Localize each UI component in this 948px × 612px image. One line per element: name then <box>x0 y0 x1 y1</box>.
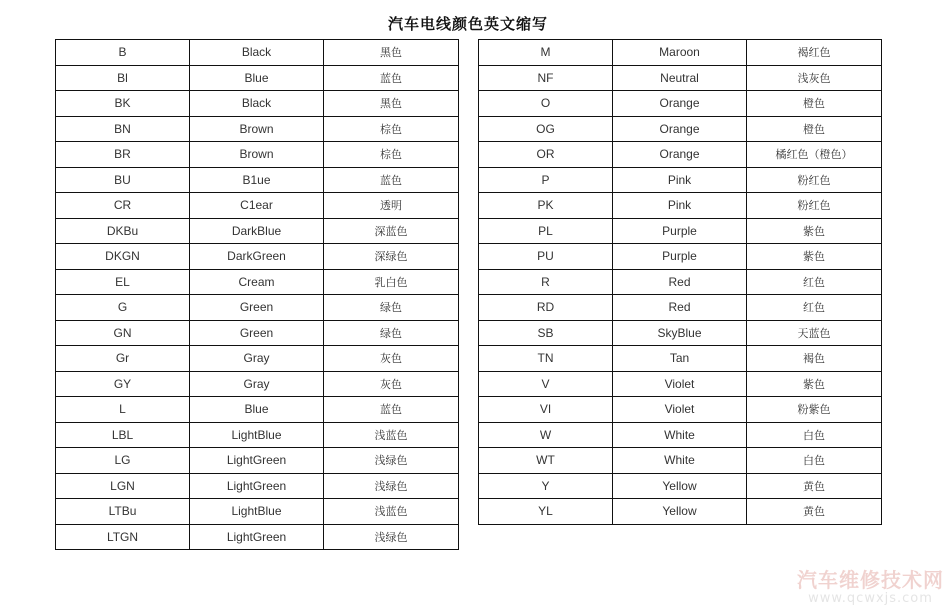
english-name-cell: Tan <box>613 346 747 372</box>
code-cell: GN <box>56 320 190 346</box>
chinese-name-cell: 橙色 <box>747 91 882 117</box>
english-name-cell: LightBlue <box>190 422 324 448</box>
english-name-cell: Red <box>613 269 747 295</box>
chinese-name-cell: 红色 <box>747 269 882 295</box>
chinese-name-cell: 灰色 <box>324 371 459 397</box>
english-name-cell: Purple <box>613 218 747 244</box>
code-cell: M <box>479 40 613 66</box>
table-row <box>56 499 459 525</box>
code-cell: TN <box>479 346 613 372</box>
table-row <box>56 269 459 295</box>
table-row <box>479 65 882 91</box>
table-row <box>479 193 882 219</box>
chinese-name-cell: 白色 <box>747 448 882 474</box>
chinese-name-cell: 蓝色 <box>324 397 459 423</box>
english-name-cell: Yellow <box>613 499 747 525</box>
english-name-cell: Purple <box>613 244 747 270</box>
code-cell: BK <box>56 91 190 117</box>
chinese-name-cell: 棕色 <box>324 116 459 142</box>
chinese-name-cell: 紫色 <box>747 371 882 397</box>
english-name-cell: Brown <box>190 142 324 168</box>
code-cell: WT <box>479 448 613 474</box>
chinese-name-cell: 浅蓝色 <box>324 499 459 525</box>
table-row <box>479 244 882 270</box>
code-cell: G <box>56 295 190 321</box>
english-name-cell: Neutral <box>613 65 747 91</box>
code-cell: YL <box>479 499 613 525</box>
english-name-cell: Yellow <box>613 473 747 499</box>
code-cell: OR <box>479 142 613 168</box>
english-name-cell: LightGreen <box>190 524 324 550</box>
code-cell: PU <box>479 244 613 270</box>
chinese-name-cell: 黑色 <box>324 91 459 117</box>
code-cell: LG <box>56 448 190 474</box>
code-cell: Gr <box>56 346 190 372</box>
code-cell: Bl <box>56 65 190 91</box>
code-cell: BN <box>56 116 190 142</box>
english-name-cell: DarkGreen <box>190 244 324 270</box>
table-row <box>479 295 882 321</box>
table-row <box>479 320 882 346</box>
table-row <box>56 116 459 142</box>
code-cell: O <box>479 91 613 117</box>
code-cell: BR <box>56 142 190 168</box>
code-cell: OG <box>479 116 613 142</box>
code-cell: CR <box>56 193 190 219</box>
english-name-cell: C1ear <box>190 193 324 219</box>
table-row <box>56 422 459 448</box>
chinese-name-cell: 绿色 <box>324 295 459 321</box>
left-color-table <box>55 39 459 550</box>
table-row <box>479 142 882 168</box>
chinese-name-cell: 浅绿色 <box>324 473 459 499</box>
chinese-name-cell: 浅绿色 <box>324 448 459 474</box>
chinese-name-cell: 红色 <box>747 295 882 321</box>
table-row <box>479 499 882 525</box>
chinese-name-cell: 透明 <box>324 193 459 219</box>
table-row <box>56 371 459 397</box>
code-cell: DKGN <box>56 244 190 270</box>
chinese-name-cell: 天蓝色 <box>747 320 882 346</box>
english-name-cell: Red <box>613 295 747 321</box>
english-name-cell: White <box>613 422 747 448</box>
english-name-cell: LightGreen <box>190 473 324 499</box>
code-cell: LTGN <box>56 524 190 550</box>
chinese-name-cell: 粉红色 <box>747 167 882 193</box>
english-name-cell: Gray <box>190 371 324 397</box>
table-row <box>56 142 459 168</box>
code-cell: LBL <box>56 422 190 448</box>
english-name-cell: Gray <box>190 346 324 372</box>
chinese-name-cell: 褐色 <box>747 346 882 372</box>
watermark-name: 汽车维修技术网 <box>797 568 944 592</box>
english-name-cell: LightBlue <box>190 499 324 525</box>
table-row <box>479 473 882 499</box>
chinese-name-cell: 深绿色 <box>324 244 459 270</box>
chinese-name-cell: 粉红色 <box>747 193 882 219</box>
code-cell: V <box>479 371 613 397</box>
english-name-cell: Black <box>190 40 324 66</box>
english-name-cell: Blue <box>190 65 324 91</box>
table-row <box>479 448 882 474</box>
table-row <box>479 422 882 448</box>
english-name-cell: Maroon <box>613 40 747 66</box>
table-row <box>56 65 459 91</box>
watermark-url: www.qcwxjs.com <box>808 591 933 606</box>
english-name-cell: Green <box>190 295 324 321</box>
right-color-table <box>478 39 882 525</box>
table-row <box>479 91 882 117</box>
chinese-name-cell: 紫色 <box>747 244 882 270</box>
code-cell: LTBu <box>56 499 190 525</box>
english-name-cell: Green <box>190 320 324 346</box>
chinese-name-cell: 紫色 <box>747 218 882 244</box>
table-row <box>56 346 459 372</box>
table-row <box>56 473 459 499</box>
table-row <box>56 193 459 219</box>
table-row <box>56 397 459 423</box>
code-cell: L <box>56 397 190 423</box>
table-row <box>56 448 459 474</box>
english-name-cell: Orange <box>613 116 747 142</box>
english-name-cell: Violet <box>613 397 747 423</box>
table-row <box>479 116 882 142</box>
english-name-cell: Pink <box>613 193 747 219</box>
table-row <box>56 295 459 321</box>
english-name-cell: SkyBlue <box>613 320 747 346</box>
chinese-name-cell: 黄色 <box>747 499 882 525</box>
table-row <box>479 218 882 244</box>
table-row <box>56 244 459 270</box>
code-cell: GY <box>56 371 190 397</box>
chinese-name-cell: 蓝色 <box>324 167 459 193</box>
english-name-cell: White <box>613 448 747 474</box>
chinese-name-cell: 灰色 <box>324 346 459 372</box>
table-row <box>56 218 459 244</box>
code-cell: PL <box>479 218 613 244</box>
table-row <box>56 167 459 193</box>
code-cell: VI <box>479 397 613 423</box>
code-cell: B <box>56 40 190 66</box>
table-row <box>479 371 882 397</box>
chinese-name-cell: 白色 <box>747 422 882 448</box>
english-name-cell: Black <box>190 91 324 117</box>
chinese-name-cell: 粉紫色 <box>747 397 882 423</box>
watermark <box>797 569 944 606</box>
code-cell: LGN <box>56 473 190 499</box>
table-row <box>56 91 459 117</box>
chinese-name-cell: 黑色 <box>324 40 459 66</box>
code-cell: Y <box>479 473 613 499</box>
english-name-cell: B1ue <box>190 167 324 193</box>
chinese-name-cell: 深蓝色 <box>324 218 459 244</box>
chinese-name-cell: 橘红色（橙色） <box>747 142 882 168</box>
code-cell: RD <box>479 295 613 321</box>
table-row <box>56 524 459 550</box>
english-name-cell: Orange <box>613 142 747 168</box>
table-row <box>56 320 459 346</box>
code-cell: P <box>479 167 613 193</box>
code-cell: NF <box>479 65 613 91</box>
table-row <box>479 397 882 423</box>
chinese-name-cell: 浅蓝色 <box>324 422 459 448</box>
table-row <box>479 167 882 193</box>
english-name-cell: Orange <box>613 91 747 117</box>
code-cell: DKBu <box>56 218 190 244</box>
chinese-name-cell: 乳白色 <box>324 269 459 295</box>
english-name-cell: Pink <box>613 167 747 193</box>
code-cell: SB <box>479 320 613 346</box>
chinese-name-cell: 绿色 <box>324 320 459 346</box>
table-row <box>56 40 459 66</box>
chinese-name-cell: 浅绿色 <box>324 524 459 550</box>
english-name-cell: Blue <box>190 397 324 423</box>
chinese-name-cell: 浅灰色 <box>747 65 882 91</box>
chinese-name-cell: 黄色 <box>747 473 882 499</box>
code-cell: BU <box>56 167 190 193</box>
chinese-name-cell: 橙色 <box>747 116 882 142</box>
code-cell: W <box>479 422 613 448</box>
english-name-cell: Brown <box>190 116 324 142</box>
code-cell: EL <box>56 269 190 295</box>
english-name-cell: Violet <box>613 371 747 397</box>
code-cell: R <box>479 269 613 295</box>
english-name-cell: DarkBlue <box>190 218 324 244</box>
code-cell: PK <box>479 193 613 219</box>
table-row <box>479 40 882 66</box>
table-row <box>479 269 882 295</box>
page-title: 汽车电线颜色英文缩写 <box>387 15 548 33</box>
chinese-name-cell: 褐红色 <box>747 40 882 66</box>
english-name-cell: Cream <box>190 269 324 295</box>
table-row <box>479 346 882 372</box>
english-name-cell: LightGreen <box>190 448 324 474</box>
chinese-name-cell: 棕色 <box>324 142 459 168</box>
chinese-name-cell: 蓝色 <box>324 65 459 91</box>
